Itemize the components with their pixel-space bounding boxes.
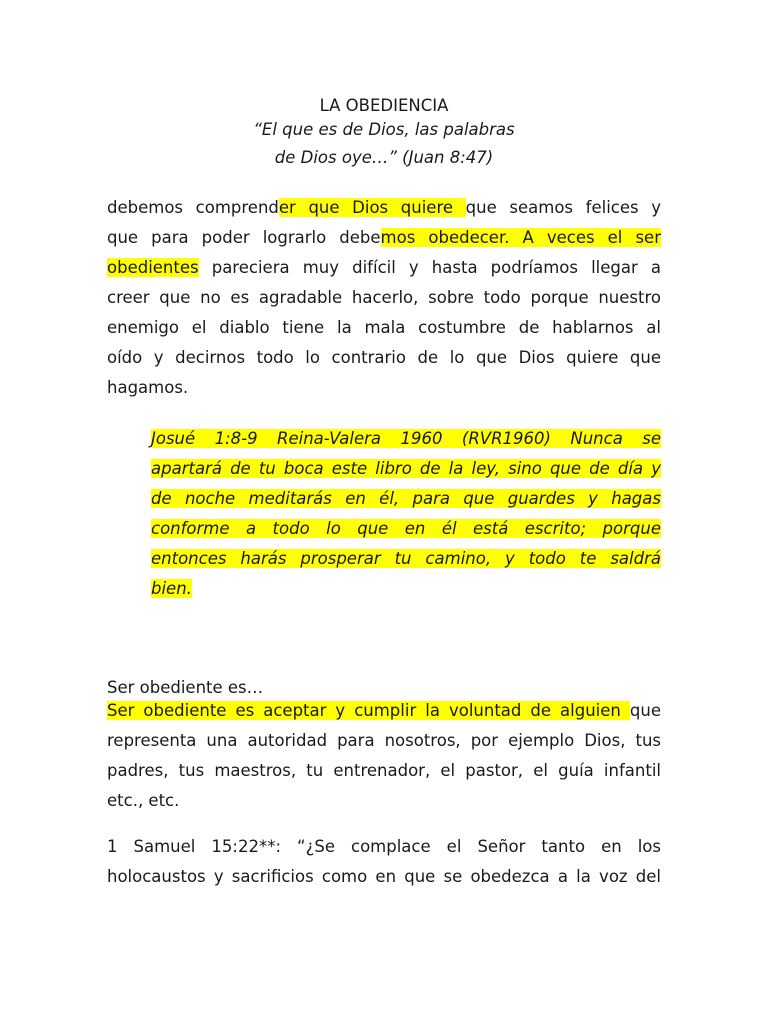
definition-line: etc., etc. bbox=[107, 791, 180, 810]
intro-line: hagamos. bbox=[107, 378, 189, 397]
intro-paragraph bbox=[107, 193, 661, 403]
definition-paragraph bbox=[107, 696, 661, 816]
highlighted-text: entonces harás prosperar tu camino, y todo te saldrá bbox=[151, 549, 661, 568]
highlighted-text: bien. bbox=[151, 579, 192, 598]
intro-line bbox=[107, 223, 661, 253]
intro-text: que para poder lograrlo debe bbox=[107, 228, 381, 247]
definition-line bbox=[107, 696, 661, 726]
definition-line: representa una autoridad para nosotros, por ejemplo Dios, tus bbox=[107, 731, 661, 750]
highlighted-text: obedientes bbox=[107, 258, 199, 277]
document-title: LA OBEDIENCIA bbox=[319, 96, 449, 115]
epigraph-line-2: de Dios oye…” (Juan 8:47) bbox=[274, 148, 494, 167]
samuel-line: 1 Samuel 15:22**: “¿Se complace el Señor tanto en los bbox=[107, 837, 661, 856]
intro-line bbox=[107, 193, 661, 223]
intro-line: enemigo el diablo tiene la mala costumbre de hablarnos al bbox=[107, 318, 661, 337]
highlighted-text: de noche meditarás en él, para que guardes y hagas bbox=[151, 489, 661, 508]
intro-text: pareciera muy difícil y hasta podríamos llegar a bbox=[198, 258, 661, 277]
bible-verse-block bbox=[151, 424, 661, 604]
verse-line bbox=[151, 514, 661, 544]
definition-text: que bbox=[629, 701, 661, 720]
samuel-quote-paragraph bbox=[107, 832, 661, 892]
highlighted-text: er que Dios quiere bbox=[278, 198, 466, 217]
intro-text: que seamos felices y bbox=[465, 198, 662, 217]
epigraph-line-1: “El que es de Dios, las palabras bbox=[253, 120, 515, 139]
verse-line bbox=[151, 424, 661, 454]
verse-line bbox=[151, 544, 661, 574]
highlighted-text: conforme a todo lo que en él está escrito; porque bbox=[151, 519, 661, 538]
intro-text: debemos comprend bbox=[107, 198, 279, 217]
highlighted-text: mos obedecer. A veces el ser bbox=[380, 228, 661, 247]
intro-line: oído y decirnos todo lo contrario de lo que Dios quiere que bbox=[107, 348, 661, 367]
verse-line bbox=[151, 574, 661, 604]
intro-line: creer que no es agradable hacerlo, sobre todo porque nuestro bbox=[107, 288, 661, 307]
highlighted-text: Josué 1:8-9 Reina-Valera 1960 (RVR1960) Nunca se bbox=[151, 429, 661, 448]
highlighted-text: apartará de tu boca este libro de la ley, sino que de día y bbox=[151, 459, 661, 478]
samuel-line: holocaustos y sacrificios como en que se obedezca a la voz del bbox=[107, 867, 661, 886]
intro-line bbox=[107, 253, 661, 283]
verse-line bbox=[151, 454, 661, 484]
highlighted-text: Ser obediente es aceptar y cumplir la voluntad de alguien bbox=[107, 701, 630, 720]
definition-line: padres, tus maestros, tu entrenador, el pastor, el guía infantil bbox=[107, 761, 661, 780]
section-subheading: Ser obediente es… bbox=[107, 678, 264, 697]
verse-line bbox=[151, 484, 661, 514]
